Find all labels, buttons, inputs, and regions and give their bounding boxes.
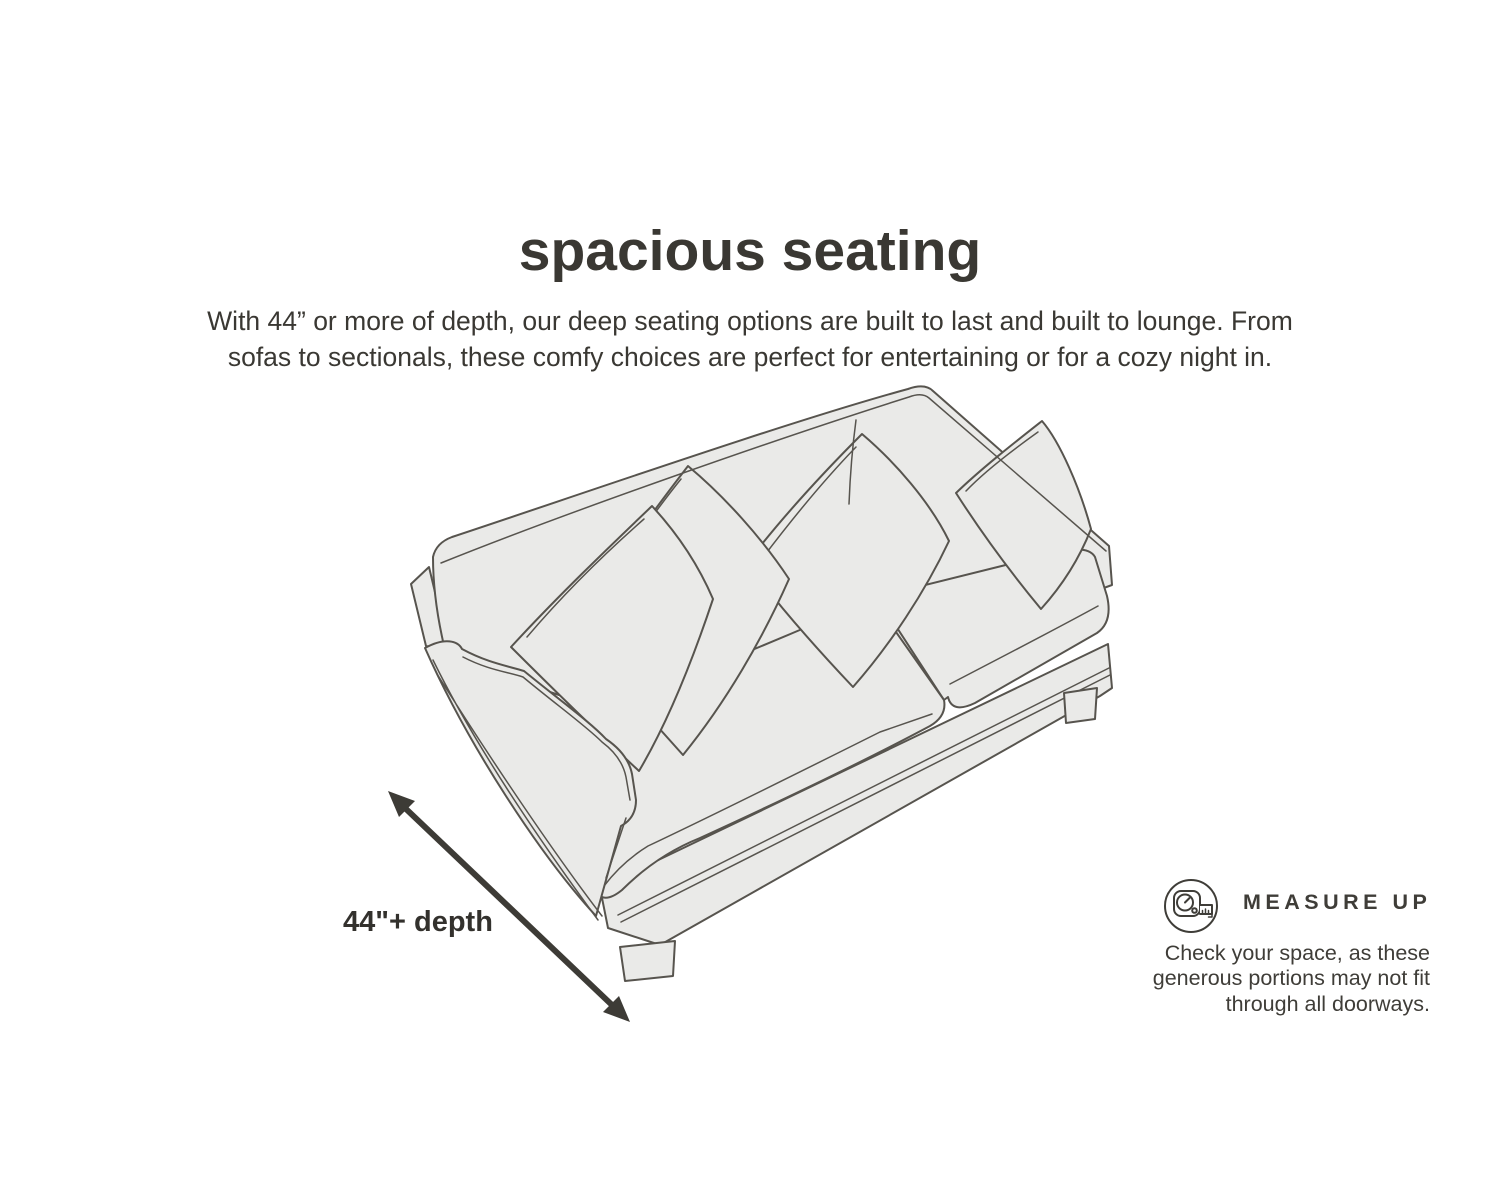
tape-measure-icon xyxy=(1161,876,1221,936)
measure-up-label: MEASURE UP xyxy=(1243,890,1432,914)
sofa-foot-left xyxy=(620,941,675,981)
depth-dimension-label: 44"+ depth xyxy=(343,906,493,938)
sofa-foot-right xyxy=(1064,688,1097,723)
measure-up-note-line-3: through all doorways. xyxy=(1225,991,1430,1016)
page-title: spacious seating xyxy=(518,219,982,284)
measure-up-note-line-1: Check your space, as these xyxy=(1164,941,1430,965)
measure-up-note xyxy=(1050,941,1430,1017)
intro-line-1: With 44” or more of depth, our deep seating options are built to last and built to lounge. From xyxy=(207,305,1293,336)
measure-up-note-line-2: generous portions may not fit xyxy=(1152,966,1430,991)
intro-line-2: sofas to sectionals, these comfy choices are perfect for entertaining or for a cozy night in. xyxy=(227,341,1273,372)
